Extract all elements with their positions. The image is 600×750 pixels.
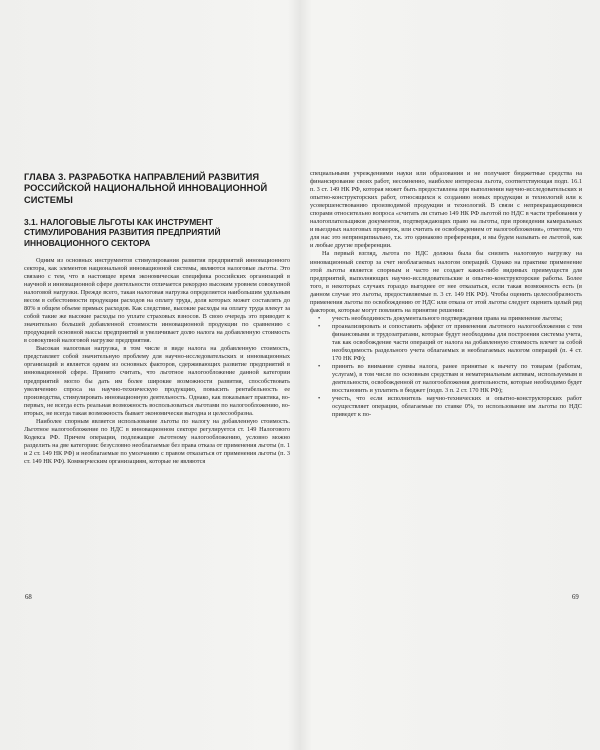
list-item: • учесть, что если исполнитель научно-технических и опытно-конструкторских работ осуществляет операции, облагаемые по ставке 0%, то использование им льготы по НДС приведет к по- <box>310 395 582 419</box>
list-item: • принять во внимание суммы налога, ранее принятые к вычету по товарам (работам, услугам), в том числе по основным средствам и нематериальным активам, используемым в деятельности, освобожденной от налогообложения деятельности, которые необходимо будет восстановить и уплатить в бюджет (подп. 3 п. 2 ст. 170 НК РФ); <box>310 363 582 395</box>
list-item: • проанализировать и сопоставить эффект от применения льготного налогообложения с тем финансовыми и трудозатратами, которые будут необходимы для построения системы учета, так как освобождение части операций от налога на добавленную стоимость влечет за собой необходимость раздельного учета облагаемых и необлагаемых налогом операций (п. 4 ст. 170 НК РФ); <box>310 323 582 363</box>
chapter-title: ГЛАВА 3. РАЗРАБОТКА НАПРАВЛЕНИЙ РАЗВИТИЯ РОССИЙСКОЙ НАЦИОНАЛЬНОЙ ИННОВАЦИОННОЙ СИСТЕМЫ <box>24 172 268 205</box>
page-number-right: 69 <box>572 594 579 601</box>
left-text-column <box>24 172 290 466</box>
right-text-column <box>310 170 582 419</box>
section-title: 3.1. НАЛОГОВЫЕ ЛЬГОТЫ КАК ИНСТРУМЕНТ СТИМУЛИРОВАНИЯ РАЗВИТИЯ ПРЕДПРИЯТИЙ ИННОВАЦИОННОГО СЕКТОРА <box>24 217 221 248</box>
factor-list <box>310 315 582 420</box>
paragraph-3: Наиболее спорным является использование льготы по налогу на добавленную стоимость. Льготное налогообложение по НДС в инновационном секторе регулируется ст. 149 Налогового Кодекса РФ. Причем операции, подлежащие льготному налогообложению, условно можно разделить на две категории: безусловно необлагаемые без права отказа от применения льготы (п. 1 и 2 ст. 149 НК РФ) и необлагаемые по умолчанию с правом отказаться от применения льготы (п. 3 ст. 149 НК РФ). Коммерческим организациям, которые не являются <box>24 417 290 465</box>
page-number-left: 68 <box>25 594 32 601</box>
paragraph-2: Высокая налоговая нагрузка, в том числе в виде налога на добавленную стоимость, представляет собой значительную проблему для научно-исследовательских и инновационных организаций и является одним из основных факторов, сдерживающих развитие предприятий в инновационной сфере. Принято считать, что льготное налогообложение данной категории предприятий могло бы дать им более широкие возможности развития, способствовать увеличению спроса на научно-техническую продукцию, повысить рентабельность ее производства, стимулировать инновационную деятельность. Однако, как показывает практика, во-первых, не всегда есть реальная возможность воспользоваться льготами по налогообложению, во-вторых, не всегда такая возможность бывает экономически выгодна и целесообразна. <box>24 345 290 417</box>
paragraph-1: Одним из основных инструментов стимулирования развития предприятий инновационного сектора, как элементов национальной инновационной системы, являются налоговые льготы. Это связано с тем, что в настоящее время экономическая специфика российских организаций в научной и инновационной сфере деятельности отличается рекордно высоким уровнем совокупной налоговой нагрузки. Прежде всего, такая налоговая нагрузка определяется наибольшим удельным весом в себестоимости продукции расходов на оплату труда, доля которых может составлять до 80% в общем объеме прямых расходов. Как следствие, высокие расходы на оплату труда влекут за собой такие же высокие расходы по уплате страховых взносов. В свою очередь это приводит к значительно большей добавленной стоимости инновационной продукции по сравнению с продукцией основной массы предприятий и увеличивает долю налога на добавленную стоимость в совокупной налоговой нагрузке предприятия. <box>24 256 290 345</box>
list-item: • учесть необходимость документального подтверждения права на применение льготы; <box>310 315 582 323</box>
paragraph-2: На первый взгляд, льгота по НДС должна была бы снизить налоговую нагрузку на инновационный сектор за счет необлагаемых налогом операций. Однако на практике применение этой льготы является спорным и часто не создает каких-либо видимых преимуществ для предприятий, выполняющих научно-исследовательские и опытно-конструкторские работы. Более того, в некоторых случаях гораздо выгоднее от нее отказаться, если такая возможность есть (в данном случае это льготы, предоставляемые п. 3 ст. 149 НК РФ). Чтобы оценить целесообразность применения льготы по освобождению от НДС или отказа от этой льготы следует оценить целый ряд факторов, которые могут повлиять на принятие решения: <box>310 250 582 314</box>
paragraph-continuation: специальными учреждениями науки или образования и не получают бюджетные средства на финансирование своих работ, несомненно, наиболее интересна льгота, соответствующая подп. 16.1 п. 3 ст. 149 НК РФ, которая может быть предоставлена при выполнении научно-исследовательских и опытно-конструкторских работ, относящихся к созданию новых продукции и технологий или к усовершенствованию производимой продукции и технологий. В связи с непрекращающимися спорами относительно вопроса «считать ли статью 149 НК РФ льготой по НДС в части требования у налогоплательщиков документов, подтверждающих право на льготы, при проведении камеральных и выездных налоговых проверок, или считать ее освобождением от налогообложения», отметим, что для нас это непринципиально, т.к. это одинаково преференция, и мы будем называть ее льготой, как и любые другие преференции. <box>310 170 582 250</box>
right-page <box>300 0 600 750</box>
